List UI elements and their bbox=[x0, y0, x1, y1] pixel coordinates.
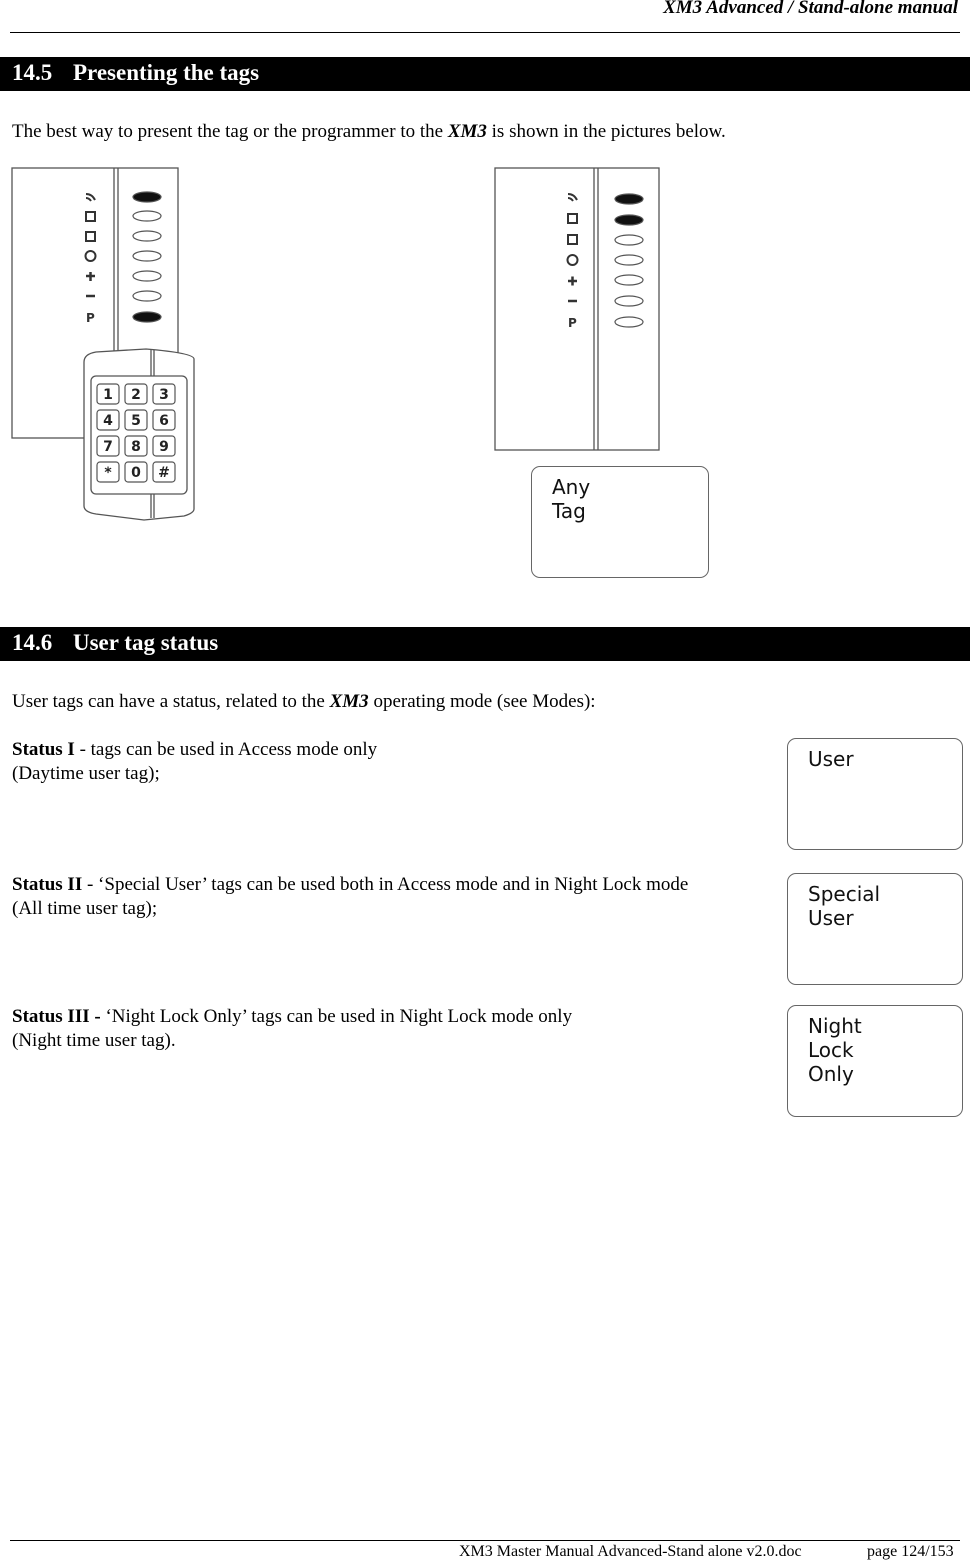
footer-doc-name: XM3 Master Manual Advanced-Stand alone v2.0.doc bbox=[459, 1543, 802, 1560]
section-number: 14.5 bbox=[12, 60, 53, 85]
special-user-tag-card: Special User bbox=[787, 873, 963, 985]
keypad-key-label: 9 bbox=[159, 439, 169, 455]
any-tag-card: Any Tag bbox=[531, 466, 709, 578]
keypad-key-label: * bbox=[104, 465, 112, 481]
reader-with-keypad-figure bbox=[10, 166, 200, 524]
section-title: User tag status bbox=[73, 630, 219, 655]
brand-xm3: XM3 bbox=[447, 121, 487, 142]
presenting-paragraph: The best way to present the tag or the programmer to the XM3 is shown in the pictures below. bbox=[12, 121, 726, 142]
status-1-text: Status I - tags can be used in Access mode only (Daytime user tag); bbox=[12, 739, 378, 784]
keypad-key-label: 1 bbox=[103, 387, 113, 403]
status-intro-paragraph: User tags can have a status, related to the XM3 operating mode (see Modes): bbox=[12, 691, 596, 712]
user-tag-card: User bbox=[787, 738, 963, 850]
p-icon: P bbox=[86, 311, 95, 325]
status-3-text: Status III - ‘Night Lock Only’ tags can be used in Night Lock mode only (Night time user tag). bbox=[12, 1006, 573, 1051]
status-2-text: Status II - ‘Special User’ tags can be used both in Access mode and in Night Lock mode (All time user tag); bbox=[12, 874, 689, 919]
keypad-key-label: 5 bbox=[131, 413, 141, 429]
p-icon: P bbox=[568, 316, 577, 330]
keypad-key-label: 4 bbox=[103, 413, 113, 429]
night-lock-only-tag-card: Night Lock Only bbox=[787, 1005, 963, 1117]
keypad-key-label: # bbox=[158, 465, 170, 481]
reader-figure bbox=[493, 166, 663, 456]
keypad-key-label: 0 bbox=[131, 465, 141, 481]
keypad-key-label: 3 bbox=[159, 387, 169, 403]
section-heading-14-6 bbox=[0, 627, 970, 661]
keypad-key-label: 8 bbox=[131, 439, 141, 455]
keypad-key-label: 2 bbox=[131, 387, 141, 403]
keypad-key-label: 7 bbox=[103, 439, 113, 455]
section-title: Presenting the tags bbox=[73, 60, 260, 85]
section-number: 14.6 bbox=[12, 630, 53, 655]
keypad-key-label: 6 bbox=[159, 413, 169, 429]
header-rule bbox=[10, 32, 960, 33]
footer-rule bbox=[10, 1540, 960, 1541]
header-title: XM3 Advanced / Stand-alone manual bbox=[663, 0, 958, 18]
brand-xm3: XM3 bbox=[329, 691, 369, 712]
section-heading-14-5 bbox=[0, 57, 970, 91]
footer-page-number: page 124/153 bbox=[867, 1543, 954, 1560]
